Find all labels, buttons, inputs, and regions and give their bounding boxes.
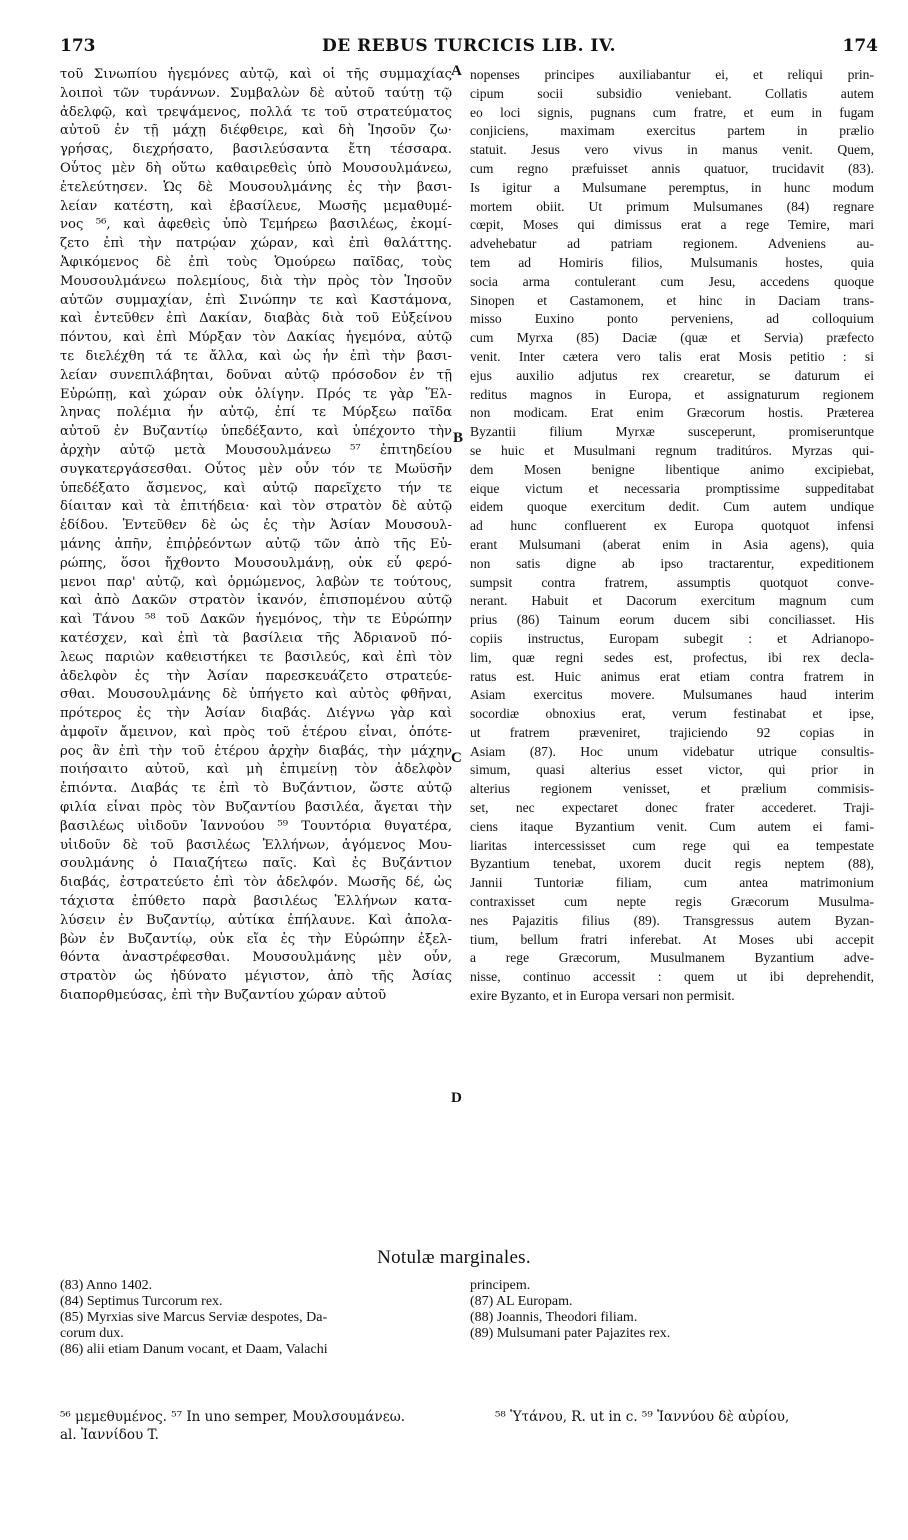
text-line: υἱιδοῦν δὲ τοῦ βασιλέως Ἑλλήνων, ἀγόμενος Μου- bbox=[60, 837, 452, 853]
note-line: (85) Myrxias sive Marcus Serviæ despotes, Da- bbox=[60, 1310, 328, 1325]
text-line: ρος ἂν ἐπὶ τὴν τοῦ ἑτέρου ἀρχὴν διαβάς, τὴν μάχην bbox=[60, 743, 452, 759]
text-line: ἐτελεύτησεν. Ὡς δὲ Μουσουλμάνης ἐς τὴν βασι- bbox=[60, 179, 452, 195]
text-line: ratus est. Huic animus erat etiam contra fratrem in bbox=[470, 668, 874, 684]
text-line: venit. Inter cætera vero talis erat Mosis petitio : si bbox=[470, 348, 874, 364]
text-line: Byzantii filium Myrxæ susceperunt, promiseruntque bbox=[470, 424, 874, 440]
text-line: eo loci signis, pugnans cum fratre, et eum in fugam bbox=[470, 104, 874, 120]
text-line: μενοι παρ' αὐτῷ, καὶ ὁρμώμενος, λαβὼν τε τούτους, bbox=[60, 574, 452, 590]
notes-heading: Notulæ marginales. bbox=[377, 1247, 531, 1268]
text-line: λύσειν ἐν Βυζαντίῳ, αὐτίκα ἐπήλαυνε. Καὶ ἀπολα- bbox=[60, 912, 452, 928]
text-line: μάνης ἀπῆν, ἐπιῤῥεόντων αὐτῷ τῶν ἀπὸ τῆς Εὐ- bbox=[60, 536, 452, 552]
text-line: exire Byzanto, et in Europa versari non permisit. bbox=[470, 988, 735, 1004]
text-line: cipum socii subsidio veniebant. Collatis autem bbox=[470, 85, 874, 101]
text-line: Μουσουλμάνεω πολεμίους, διὰ τὴν πρὸς τὸν Ἰησοῦν bbox=[60, 273, 452, 289]
text-line: reditus magnos in Europa, et assignaturum regionem bbox=[470, 386, 874, 402]
text-line: ρώπης, ὅσοι ἤχθοντο Μουσουλμάνῃ, οὐκ εὖ φερό- bbox=[60, 555, 452, 571]
text-line: Asiam exercitus movere. Mulsumanes haud interim bbox=[470, 687, 874, 703]
text-line: eidem quoque exercitum dedit. Cum autem undique bbox=[470, 499, 874, 515]
text-line: διαβάς, ἐστρατεύετο ἐπὶ τὸν ἀδελφόν. Μωσῆς δέ, ὡς bbox=[60, 875, 452, 891]
text-line: ἀδελφὸν ἐς τὴν Ἀσίαν παρεσκευάζετο στρατεύε- bbox=[60, 668, 452, 684]
note-line: (84) Septimus Turcorum rex. bbox=[60, 1294, 223, 1309]
text-line: καὶ Τάνου ⁵⁸ τοῦ Δακῶν ἡγεμόνος, τὴν τε Εὐρώπην bbox=[60, 612, 452, 628]
text-line: ad hunc confluerent ex Europa quotquot infensi bbox=[470, 518, 874, 534]
text-line: simum, quasi alterius esset victor, qui prior in bbox=[470, 762, 874, 778]
text-line: contraxisset cum nepte regis Græcorum Musulma- bbox=[470, 894, 874, 910]
latin-text-column bbox=[470, 66, 874, 1006]
footnote-line: ⁵⁶ μεμεθυμένος. ⁵⁷ In uno semper, Μουλσουμάνεω. bbox=[60, 1409, 406, 1425]
text-line: τάχιστα ἐπύθετο παρὰ βασιλέως Ἑλλήνων κατα- bbox=[60, 894, 452, 910]
text-line: θόντα ἀναστρέφεσθαι. Μουσουλμάνης μὲν οὖν, bbox=[60, 950, 452, 966]
text-line: lim, quæ regni sedes est, profectus, ibi rex decla- bbox=[470, 649, 874, 665]
text-line: cœpit, Moses qui dimissus erat a rege Temire, mari bbox=[470, 217, 874, 233]
text-line: erant Mulsumani (aberat enim in Asia agens), quia bbox=[470, 536, 874, 552]
text-line: nisse, continuo accessit : quem ut ibi deprehendit, bbox=[470, 969, 874, 985]
text-line: λεως παριὼν καθειστήκει τε βασιλεύς, καὶ ἐπὶ τὸν bbox=[60, 649, 452, 665]
text-line: αὐτοῦ ἐν Βυζαντίῳ ὑπεδέξαντο, καὶ ὑπέχοντο τὴν bbox=[60, 424, 452, 440]
footnote-line: ⁵⁸ Ὑτάνου, R. ut in c. ⁵⁹ Ἰαννύου δὲ αὐρίου, bbox=[495, 1409, 790, 1425]
text-line: non modicam. Erat enim Græcorum hostis. Præterea bbox=[470, 405, 874, 421]
text-line: Byzantium tenebat, uxorem ducit regis neptem (88), bbox=[470, 856, 874, 872]
text-line: set, nec expectaret donec frater accederet. Traji- bbox=[470, 800, 874, 816]
text-line: σθαι. Μουσουλμάνης δὲ ὑπήγετο καὶ αὐτὸς φθῆναι, bbox=[60, 687, 452, 703]
text-line: βασιλέως υἱιδοῦν Ἰαννούου ⁵⁹ Τουντόρια θυγατέρα, bbox=[60, 818, 452, 834]
marginal-notes-right bbox=[470, 1278, 870, 1342]
text-line: socia arma contulerant cum Jesu, accedens quoque bbox=[470, 273, 874, 289]
text-line: Is igitur a Mulsumane peremptus, in hunc modum bbox=[470, 179, 874, 195]
text-line: tium, bellum fratri inferebat. At Moses ubi accepit bbox=[470, 931, 874, 947]
note-line: (87) AL Europam. bbox=[470, 1294, 573, 1309]
text-line: λοιποὶ τῶν τυράννων. Συμβαλὼν δὲ αὐτοῦ ταύτῃ τῷ bbox=[60, 85, 452, 101]
text-line: λείαν συνεπιλάβηται, δοῦναι αὐτῷ πρόσοδον ἐν τῇ bbox=[60, 367, 452, 383]
text-line: alterius regionem venisset, et prælium commisis- bbox=[470, 781, 874, 797]
text-line: nopenses principes auxiliabantur ei, et reliqui prin- bbox=[470, 67, 874, 82]
text-line: καὶ ἐντεῦθεν ἐπὶ Δακίαν, διαβὰς διὰ τοῦ Εὐξείνου bbox=[60, 311, 452, 327]
text-line: tem ad Homiris filios, Mulsumanis hostes, quia bbox=[470, 254, 874, 270]
text-line: ciens itaque Byzantium venit. Cum autem ei fami- bbox=[470, 818, 874, 834]
text-line: πρότερος ἐς τὴν Ἀσίαν διαβάς. Διέγνω γὰρ καὶ bbox=[60, 706, 452, 722]
text-line: γρήσας, διεχρήσατο, βασιλεύσαντα ἔτη τέσσαρα. bbox=[60, 142, 452, 158]
section-marker-d: D bbox=[451, 1090, 462, 1106]
text-line: ἀμφοῖν ἄμεινον, καὶ πρὸς τοῦ ἑτέρου εἶναι, ὁπότε- bbox=[60, 724, 452, 740]
text-line: ζετο ἐπὶ τὴν πατρῴαν χώραν, καὶ ἐπὶ θαλάττης. bbox=[60, 236, 452, 252]
text-line: nes Pajazitis filius (89). Transgressus autem Byzan- bbox=[470, 912, 874, 928]
text-line: Ἀφικόμενος δὲ ἐπὶ τοὺς Ὁμούρεω παῖδας, τοὺς bbox=[60, 254, 452, 270]
text-line: τε διελέχθη τά τε ἄλλα, καὶ ὡς ἦν ἐπὶ τὴν βασι- bbox=[60, 348, 452, 364]
text-line: νος ⁵⁶, καὶ ἀφεθεὶς ὑπὸ Τεμήρεω βασιλέως, ἐκομί- bbox=[60, 217, 452, 233]
text-line: prius (86) Tainum eorum ducem sibi conciliasset. His bbox=[470, 612, 874, 628]
text-line: copiis instructus, Europam subegit : et Adrianopo- bbox=[470, 630, 874, 646]
text-line: δίαιταν καὶ τὰ ἐπιτήδεια· καὶ τὸν στρατὸν δὲ αὐτῷ bbox=[60, 499, 452, 515]
footnotes-left bbox=[60, 1408, 480, 1444]
text-line: βὼν ἐν Βυζαντίῳ, οὐκ εἴα ἐς τὴν Εὐρώπην ἐξελ- bbox=[60, 931, 452, 947]
marginal-notes-left bbox=[60, 1278, 450, 1358]
text-line: Sinopen et Castamonem, et hinc in Daciam trans- bbox=[470, 292, 874, 308]
footnote-line: al. Ἰαννίδου T. bbox=[60, 1427, 159, 1443]
section-marker-b: B bbox=[453, 430, 464, 446]
note-line: (86) alii etiam Danum vocant, et Daam, Valachi bbox=[60, 1342, 328, 1357]
text-line: πόντου, καὶ ἐπὶ Μύρξαν τὸν Δακίας ἡγεμόνα, αὐτῷ bbox=[60, 330, 452, 346]
page-number-right: 174 bbox=[842, 36, 878, 56]
running-title: DE REBUS TURCICIS LIB. IV. bbox=[321, 36, 617, 56]
text-line: ejus auxilio adjutus rex crearetur, se daturum ei bbox=[470, 367, 874, 383]
note-line: (89) Mulsumani pater Pajazites rex. bbox=[470, 1326, 671, 1341]
text-line: eique victum et necessaria promptissime suppeditabat bbox=[470, 480, 874, 496]
text-line: non satis digne ab ipso tractarentur, expeditionem bbox=[470, 555, 874, 571]
text-line: a rege Græcorum, Musulmanem Byzantium adve- bbox=[470, 950, 874, 966]
text-line: dem Mosen benigne libentique animo excipiebat, bbox=[470, 461, 874, 477]
text-line: cum Myrxa (85) Daciæ (quæ et Servia) præfecto bbox=[470, 330, 874, 346]
text-line: σουλμάνης ὁ Παιαζήτεω παῖς. Καὶ ἐς Βυζάντιον bbox=[60, 856, 452, 872]
greek-text-column bbox=[60, 66, 452, 1006]
text-line: ἀδελφῷ, καὶ τρεψάμενος, πολλά τε τοῦ στρατεύματος bbox=[60, 104, 452, 120]
text-line: ποιήσαιτο αὐτοῦ, καὶ μὴ ἐπιμείνῃ τὸν ἀδελφὸν bbox=[60, 762, 452, 778]
text-line: συγκατεργάσεσθαι. Οὗτος μὲν οὖν τόν τε Μωϋσῆν bbox=[60, 461, 452, 477]
text-line: Jannii Tuntoriæ filiam, cum antea matrimonium bbox=[470, 875, 874, 891]
text-line: ἐδίδου. Ἐντεῦθεν δὲ ὡς ἐς τὴν Ἀσίαν Μουσουλ- bbox=[60, 518, 452, 534]
text-line: αὐτοῦ ἐν τῇ μάχῃ διέφθειρε, καὶ δὴ Ἰησοῦν ζω· bbox=[60, 123, 452, 139]
text-line: cum regno præfuisset annis quatuor, trucidavit (83). bbox=[470, 160, 874, 176]
text-line: ὑπεδέξατο ἄσμενος, καὶ αὐτῷ παρεῖχετο τήν τε bbox=[60, 480, 452, 496]
text-line: αὐτῶν συμμαχίαν, ἐπὶ Σινώπην τε καὶ Καστάμονα, bbox=[60, 292, 452, 308]
section-marker-c: C bbox=[451, 750, 462, 766]
text-line: sumpsit contra fratrem, assumptis quotquot conve- bbox=[470, 574, 874, 590]
text-line: statuit. Jesus vero vivus in manus venit. Quem, bbox=[470, 142, 874, 158]
text-line: τοῦ Σινωπίου ἡγεμόνες αὐτῷ, καὶ οἱ τῆς συμμαχίας bbox=[60, 67, 452, 82]
text-line: ἐπιόντα. Διαβάς τε ἐπὶ τὸ Βυζάντιον, ὥστε αὐτῷ bbox=[60, 781, 452, 797]
page-number-left: 173 bbox=[60, 36, 96, 56]
text-line: conjiciens, maximam exercitus partem in prælio bbox=[470, 123, 874, 139]
text-line: διαπορθμεύσας, ἐπὶ τὴν Βυζαντίου χώραν αὐτοῦ bbox=[60, 988, 387, 1004]
text-line: se huic et Musulmani regnum traditúros. Myrzas qui- bbox=[470, 442, 874, 458]
note-line: (88) Joannis, Theodori filiam. bbox=[470, 1310, 638, 1325]
text-line: ληνας πολέμια ἦν αὐτῷ, ἐπί τε Μύρξεω παῖδα bbox=[60, 405, 452, 421]
text-line: στρατὸν ὡς ἠδύνατο μέγιστον, ἀπὸ τῆς Ἀσίας bbox=[60, 969, 452, 985]
note-line: (83) Anno 1402. bbox=[60, 1278, 153, 1293]
text-line: misso Euxino ponto perveniens, ad colloquium bbox=[470, 311, 874, 327]
footnotes-right bbox=[495, 1408, 885, 1426]
note-line: corum dux. bbox=[60, 1326, 124, 1341]
note-line: principem. bbox=[470, 1278, 531, 1293]
text-line: Asiam (87). Hoc unum videbatur utrique consultis- bbox=[470, 743, 874, 759]
running-header bbox=[60, 36, 878, 62]
text-line: advehebatur ad patriam regionem. Adveniens au- bbox=[470, 236, 874, 252]
text-line: socordiæ obnoxius erat, verum festinabat et ipse, bbox=[470, 706, 874, 722]
text-line: Οὗτος μὲν δὴ οὕτω καθαιρεθεὶς ὑπὸ Μουσουλμάνεω, bbox=[60, 160, 452, 176]
text-line: φιλία εἶναι πρὸς τὸν Βυζαντίου βασιλέα, ἄγεται τὴν bbox=[60, 800, 452, 816]
text-line: καὶ ἀπὸ Δακῶν στρατὸν ἱκανόν, ἐπισπομένου αὐτῷ bbox=[60, 593, 452, 609]
text-line: ἀρχὴν αὐτῷ μετὰ Μουσουλμάνεω ⁵⁷ ἐπιτηδείου bbox=[60, 442, 452, 458]
text-line: κατέσχεν, καὶ ἐπὶ τὰ βασίλεια τῆς Ἀδριανοῦ πό- bbox=[60, 630, 452, 646]
text-line: λείαν κατέστη, καὶ ἐβασίλευε, Μωσῆς μεμαθυμέ- bbox=[60, 198, 452, 214]
text-line: mortem obiit. Ut primum Mulsumanes (84) regnare bbox=[470, 198, 874, 214]
text-line: nerant. Habuit et Dacorum exercitum magnum cum bbox=[470, 593, 874, 609]
text-line: ut fratrem præveniret, trajiciendo 92 copias in bbox=[470, 724, 874, 740]
text-line: Εὐρώπῃ, καὶ χώραν οὐκ ὀλίγην. Πρός τε γὰρ Ἕλ- bbox=[60, 386, 452, 402]
text-line: liaritas intercessisset cum rege qui ea tempestate bbox=[470, 837, 874, 853]
section-marker-a: A bbox=[451, 63, 462, 79]
